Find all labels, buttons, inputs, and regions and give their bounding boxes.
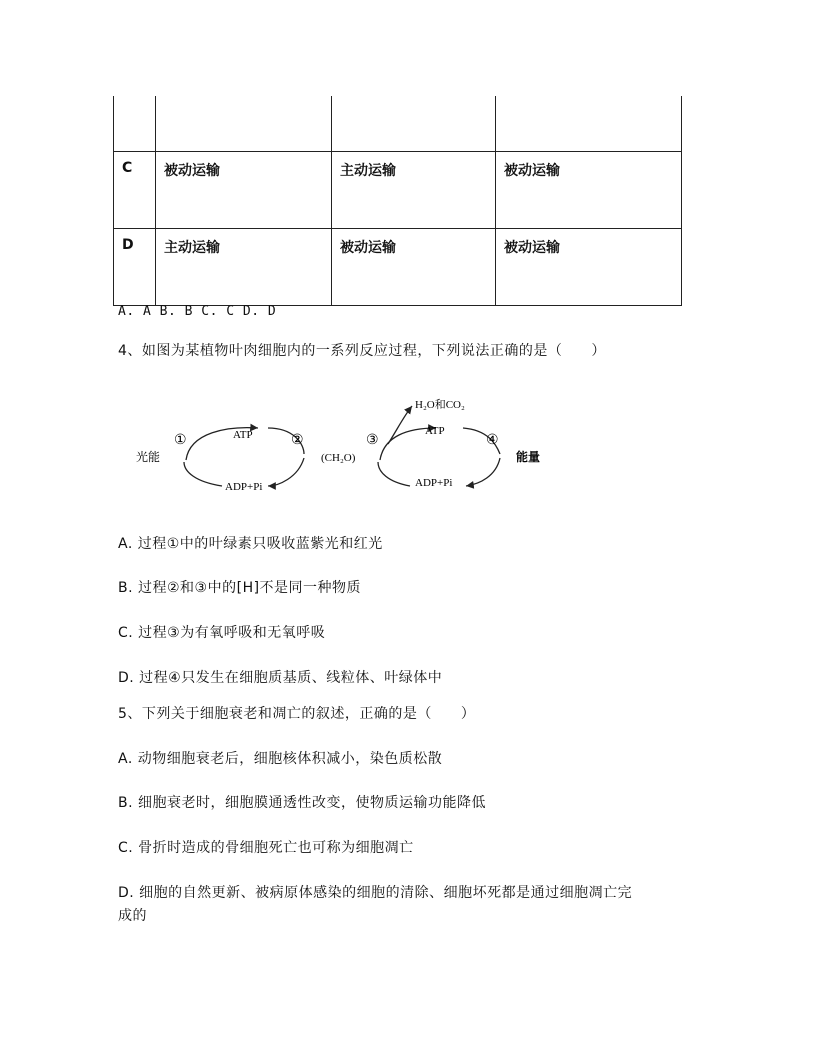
table-cell: C: [114, 152, 156, 229]
table-row: [114, 96, 682, 152]
label-ch2o: (CH₂O): [321, 452, 356, 464]
table-cell: 被动运输: [496, 152, 682, 229]
q4-stem: 4、如图为某植物叶肉细胞内的一系列反应过程，下列说法正确的是（ ）: [118, 343, 606, 359]
label-adp-left: ADP+Pi: [225, 481, 263, 493]
table-cell: [496, 96, 682, 152]
table-cell: 主动运输: [332, 152, 496, 229]
table-row: [114, 229, 682, 306]
label-atp-right: ATP: [425, 425, 445, 437]
label-h2o-co2: H₂O和CO₂: [415, 399, 465, 411]
q3-answer-choices: A. A B. B C. C D. D: [118, 304, 277, 319]
label-step-1: ①: [174, 433, 187, 448]
q5-option-c: C. 骨折时造成的骨细胞死亡也可称为细胞凋亡: [118, 840, 414, 856]
q4-option-c: C. 过程③为有氧呼吸和无氧呼吸: [118, 625, 326, 641]
q5-option-d-continued: 成的: [118, 908, 147, 924]
table-cell: D: [114, 229, 156, 306]
label-energy: 能量: [516, 450, 541, 464]
table-cell: 被动运输: [332, 229, 496, 306]
q5-option-a: A. 动物细胞衰老后，细胞核体积减小，染色质松散: [118, 751, 443, 767]
table-cell: [332, 96, 496, 152]
label-adp-right: ADP+Pi: [415, 477, 453, 489]
q4-option-b: B. 过程②和③中的[H]不是同一种物质: [118, 580, 362, 596]
q4-option-d: D. 过程④只发生在细胞质基质、线粒体、叶绿体中: [118, 670, 443, 686]
label-step-3: ③: [366, 433, 379, 448]
table-row: [114, 152, 682, 229]
label-atp-left: ATP: [233, 429, 253, 441]
q4-option-a: A. 过程①中的叶绿素只吸收蓝紫光和红光: [118, 536, 383, 552]
table-cell: [156, 96, 332, 152]
q5-option-b: B. 细胞衰老时，细胞膜通透性改变，使物质运输功能降低: [118, 795, 487, 811]
table-cell: 主动运输: [156, 229, 332, 306]
options-table: [113, 96, 682, 306]
label-step-2: ②: [291, 433, 304, 448]
table-cell: [114, 96, 156, 152]
q5-option-d: D. 细胞的自然更新、被病原体感染的细胞的清除、细胞坏死都是通过细胞凋亡完: [118, 885, 633, 901]
reaction-diagram: [118, 392, 548, 502]
label-step-4: ④: [486, 433, 499, 448]
table-cell: 被动运输: [496, 229, 682, 306]
table-cell: 被动运输: [156, 152, 332, 229]
label-light-energy: 光能: [136, 450, 161, 464]
q5-stem: 5、下列关于细胞衰老和凋亡的叙述，正确的是（ ）: [118, 706, 476, 722]
